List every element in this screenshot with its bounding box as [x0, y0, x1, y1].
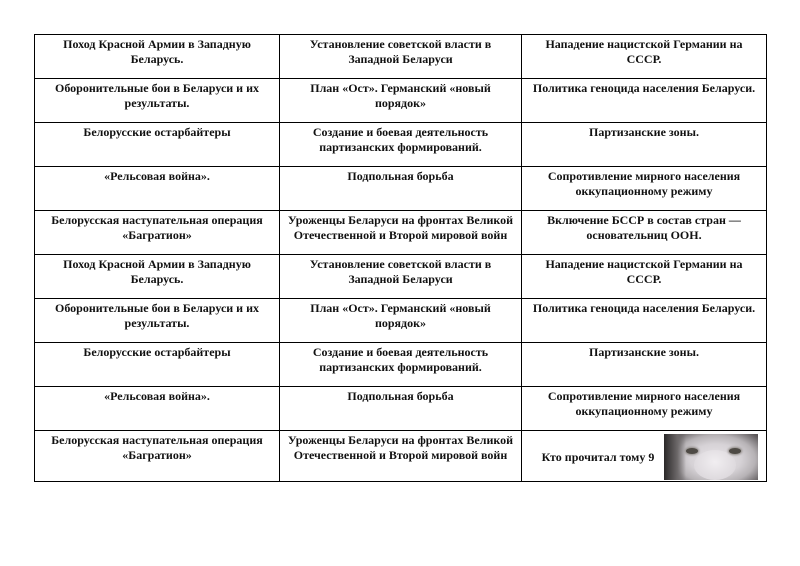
table-row	[35, 299, 767, 343]
table-cell: Нападение нацистской Германии на СССР.	[522, 35, 767, 79]
table-cell: Нападение нацистской Германии на СССР.	[522, 255, 767, 299]
table-cell: Подпольная борьба	[280, 387, 522, 431]
table-cell: «Рельсовая война».	[35, 387, 280, 431]
table-cell: Подпольная борьба	[280, 167, 522, 211]
table-cell: Сопротивление мирного населения оккупационному режиму	[522, 387, 767, 431]
special-cell-content	[528, 433, 760, 481]
special-cell-text: Кто прочитал тому 9	[541, 449, 655, 464]
table-cell: Белорусская наступательная операция «Багратион»	[35, 211, 280, 255]
table-cell: Поход Красной Армии в Западную Беларусь.	[35, 35, 280, 79]
table-cell: Белорусские остарбайтеры	[35, 343, 280, 387]
table-cell: Сопротивление мирного населения оккупационному режиму	[522, 167, 767, 211]
special-cell	[522, 431, 767, 482]
table-cell: Включение БССР в состав стран — основательниц ООН.	[522, 211, 767, 255]
table-cell: Уроженцы Беларуси на фронтах Великой Отечественной и Второй мировой войн	[280, 211, 522, 255]
table-cell: Уроженцы Беларуси на фронтах Великой Отечественной и Второй мировой войн	[280, 431, 522, 482]
table-cell: План «Ост». Германский «новый порядок»	[280, 79, 522, 123]
table-cell: Оборонительные бои в Беларуси и их результаты.	[35, 79, 280, 123]
table-row	[35, 255, 767, 299]
table-cell: Создание и боевая деятельность партизанских формирований.	[280, 123, 522, 167]
table-row	[35, 35, 767, 79]
image-shadow	[664, 434, 686, 480]
table-cell: Установление советской власти в Западной Беларуси	[280, 35, 522, 79]
table-row	[35, 431, 767, 482]
table-cell: Политика геноцида населения Беларуси.	[522, 299, 767, 343]
table-cell: Партизанские зоны.	[522, 123, 767, 167]
table-row	[35, 387, 767, 431]
table-cell: Создание и боевая деятельность партизанских формирований.	[280, 343, 522, 387]
muzzle-shape	[694, 450, 736, 480]
table-cell: Оборонительные бои в Беларуси и их результаты.	[35, 299, 280, 343]
table-cell: Белорусские остарбайтеры	[35, 123, 280, 167]
table-cell: Политика геноцида населения Беларуси.	[522, 79, 767, 123]
topics-table	[34, 34, 767, 482]
table-row	[35, 167, 767, 211]
left-eye-shape	[686, 448, 698, 454]
creature-face-image	[664, 434, 758, 480]
table-cell: Установление советской власти в Западной Беларуси	[280, 255, 522, 299]
table-row	[35, 79, 767, 123]
table-cell: Белорусская наступательная операция «Багратион»	[35, 431, 280, 482]
table-row	[35, 123, 767, 167]
table-row	[35, 211, 767, 255]
table-cell: Поход Красной Армии в Западную Беларусь.	[35, 255, 280, 299]
table-cell: Партизанские зоны.	[522, 343, 767, 387]
table-cell: «Рельсовая война».	[35, 167, 280, 211]
table-row	[35, 343, 767, 387]
table-cell: План «Ост». Германский «новый порядок»	[280, 299, 522, 343]
right-eye-shape	[729, 448, 741, 454]
